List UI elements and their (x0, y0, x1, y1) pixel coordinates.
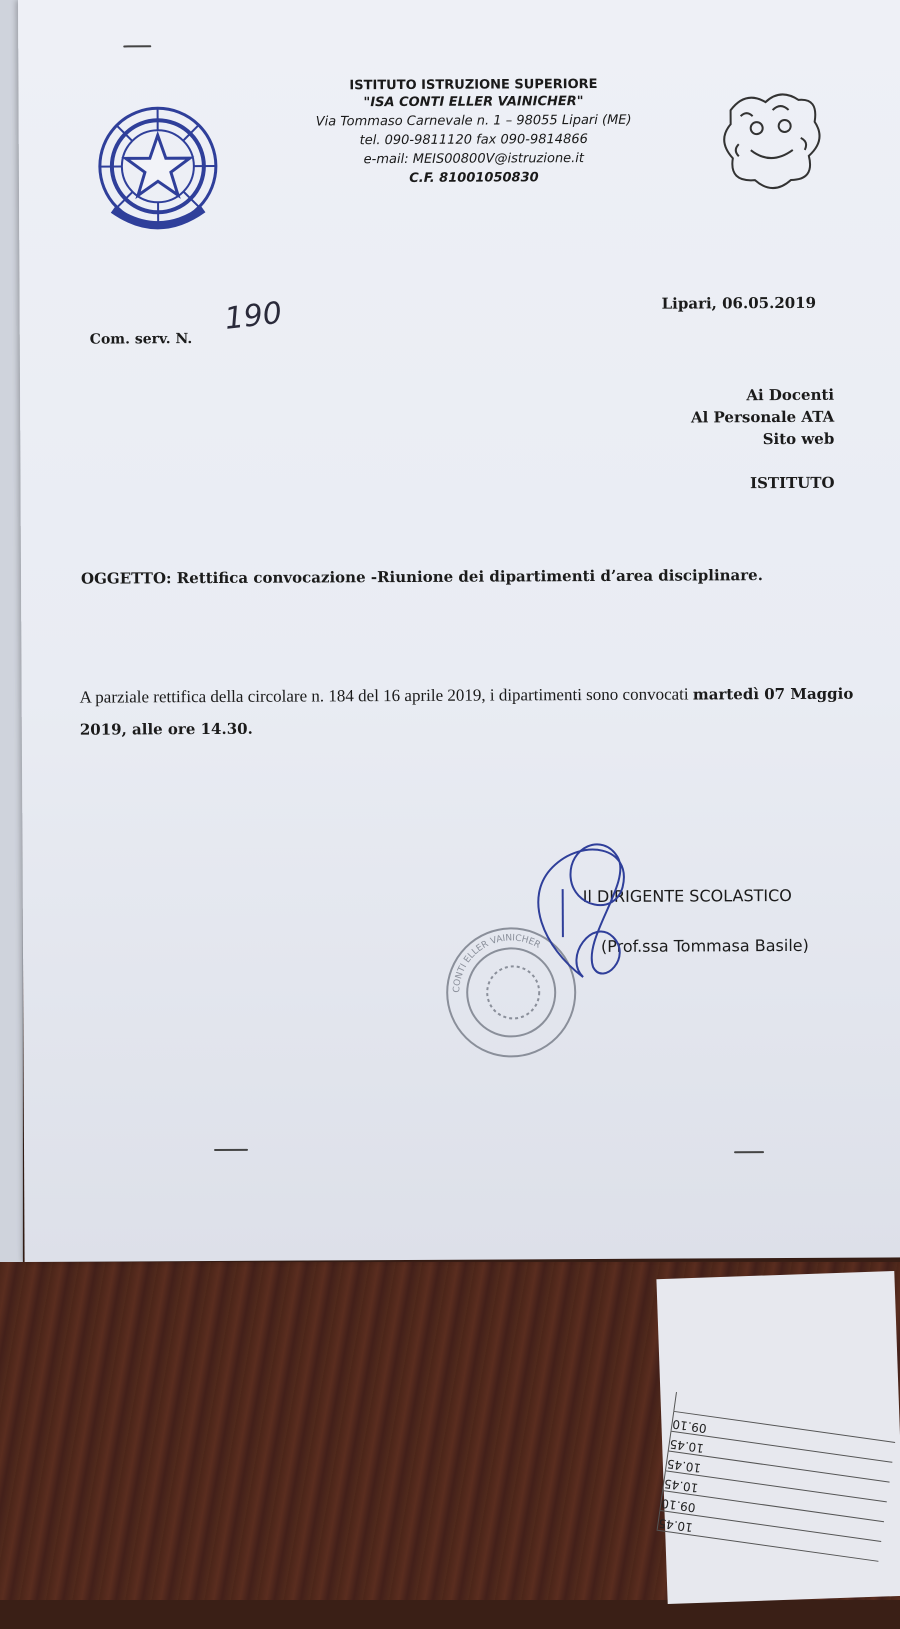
school-tax-code: C.F. 81001050830 (264, 170, 684, 187)
signatory-title: Il DIRIGENTE SCOLASTICO (583, 886, 792, 906)
table-row: 10.45 (662, 1471, 887, 1522)
letter-body (80, 678, 860, 746)
school-crest-icon (710, 80, 831, 221)
school-type: ISTITUTO ISTRUZIONE SUPERIORE (263, 77, 683, 94)
underlying-timetable (647, 1392, 898, 1629)
school-name: "ISA CONTI ELLER VAINICHER" (264, 94, 684, 111)
page-mark (734, 1151, 764, 1153)
recipient: Al Personale ATA (691, 406, 834, 429)
handwritten-number: 190 (223, 296, 284, 337)
subject-text: Rettifica convocazione -Riunione dei dipartimenti d’area disciplinare. (177, 566, 763, 587)
school-email: e-mail: MEIS00800V@istruzione.it (264, 151, 684, 168)
page-mark (214, 1149, 248, 1151)
letter-page (18, 0, 900, 1262)
istituto-label: ISTITUTO (750, 474, 835, 492)
body-text: A parziale rettifica della circolare n. 184 del 16 aprile 2019, i dipartimenti sono convocati (80, 684, 693, 706)
table-row: 09.10 (659, 1491, 884, 1542)
table-row: 09.10 (670, 1412, 895, 1463)
subject-line (81, 564, 801, 590)
recipient: Ai Docenti (691, 384, 834, 407)
table-row: 10.45 (665, 1451, 890, 1502)
page-mark (123, 45, 151, 47)
subject-label: OGGETTO: (81, 569, 172, 587)
communication-label: Com. serv. N. (90, 331, 193, 348)
school-address: Via Tommaso Carnevale n. 1 – 98055 Lipari (ME) (264, 113, 684, 130)
recipients-list (691, 384, 835, 451)
signatory-name: (Prof.ssa Tommasa Basile) (601, 936, 809, 956)
stamp-text: CONTI ELLER VAINICHER (452, 933, 542, 993)
repubblica-italiana-emblem-icon (82, 91, 233, 242)
table-row: 10.45 (668, 1432, 893, 1483)
school-phone: tel. 090-9811120 fax 090-9814866 (264, 132, 684, 149)
handwritten-signature-icon (522, 827, 663, 998)
body-date-time: martedì 07 Maggio 2019, alle ore 14.30. (80, 685, 854, 739)
letter-date: Lipari, 06.05.2019 (662, 294, 817, 313)
table-row: 10.45 (657, 1511, 882, 1562)
school-letterhead (263, 77, 684, 187)
recipient: Sito web (691, 428, 834, 451)
